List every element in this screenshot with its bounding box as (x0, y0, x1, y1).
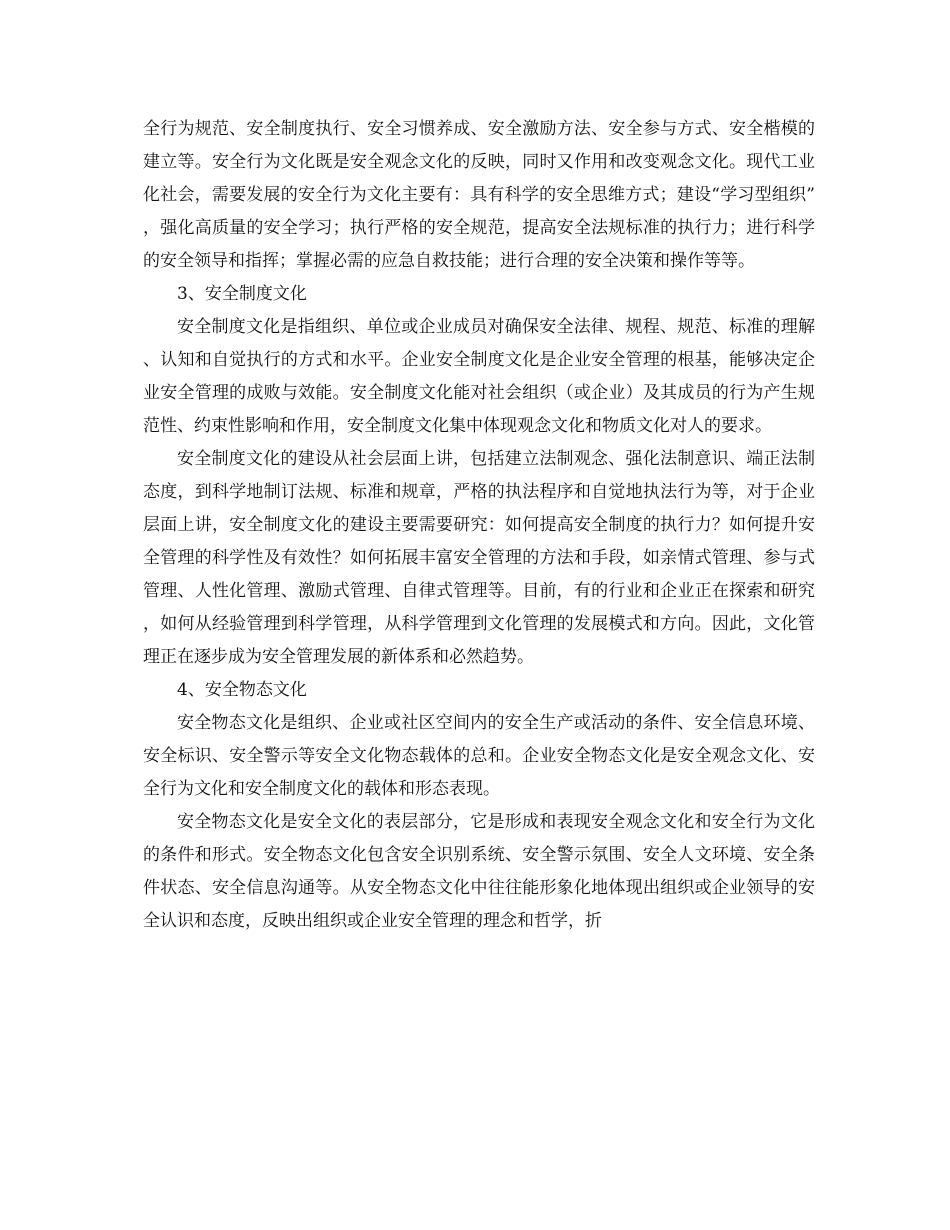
section-3-heading: 3、安全制度文化 (177, 284, 307, 304)
section-4-heading: 4、安全物态文化 (177, 680, 307, 700)
section-4-paragraph-1: 安全物态文化是组织、企业或社区空间内的安全生产或活动的条件、安全信息环境、安全标识、安全警示等安全文化物态载体的总和。企业安全物态文化是安全观念文化、安全行为文化和安全制度文化的载体和形态表现。 (143, 713, 815, 799)
continuation-paragraph: 全行为规范、安全制度执行、安全习惯养成、安全激励方法、安全参与方式、安全楷模的建立等。安全行为文化既是安全观念文化的反映，同时又作用和改变观念文化。现代工业化社会，需要发展的安全行为文化主要有：具有科学的安全思维方式；建设“学习型组织”，强化高质量的安全学习；执行严格的安全规范，提高安全法规标准的执行力；进行科学的安全领导和指挥；掌握必需的应急自救技能；进行合理的安全决策和操作等等。 (143, 119, 815, 271)
section-3-paragraph-1: 安全制度文化是指组织、单位或企业成员对确保安全法律、规程、规范、标准的理解、认知和自觉执行的方式和水平。企业安全制度文化是企业安全管理的根基，能够决定企业安全管理的成败与效能。安全制度文化能对社会组织（或企业）及其成员的行为产生规范性、约束性影响和作用，安全制度文化集中体现观念文化和物质文化对人的要求。 (143, 317, 815, 436)
section-4-paragraph-2: 安全物态文化是安全文化的表层部分，它是形成和表现安全观念文化和安全行为文化的条件和形式。安全物态文化包含安全识别系统、安全警示氛围、安全人文环境、安全条件状态、安全信息沟通等。从安全物态文化中往往能形象化地体现出组织或企业领导的安全认识和态度，反映出组织或企业安全管理的理念和哲学，折 (143, 812, 815, 931)
document-page (143, 113, 815, 938)
section-3-paragraph-2: 安全制度文化的建设从社会层面上讲，包括建立法制观念、强化法制意识、端正法制态度，到科学地制订法规、标准和规章，严格的执法程序和自觉地执法行为等，对于企业层面上讲，安全制度文化的建设主要需要研究：如何提高安全制度的执行力？如何提升安全管理的科学性及有效性？如何拓展丰富安全管理的方法和手段，如亲情式管理、参与式管理、人性化管理、激励式管理、自律式管理等。目前，有的行业和企业正在探索和研究，如何从经验管理到科学管理，从科学管理到文化管理的发展模式和方向。因此，文化管理正在逐步成为安全管理发展的新体系和必然趋势。 (143, 449, 815, 667)
